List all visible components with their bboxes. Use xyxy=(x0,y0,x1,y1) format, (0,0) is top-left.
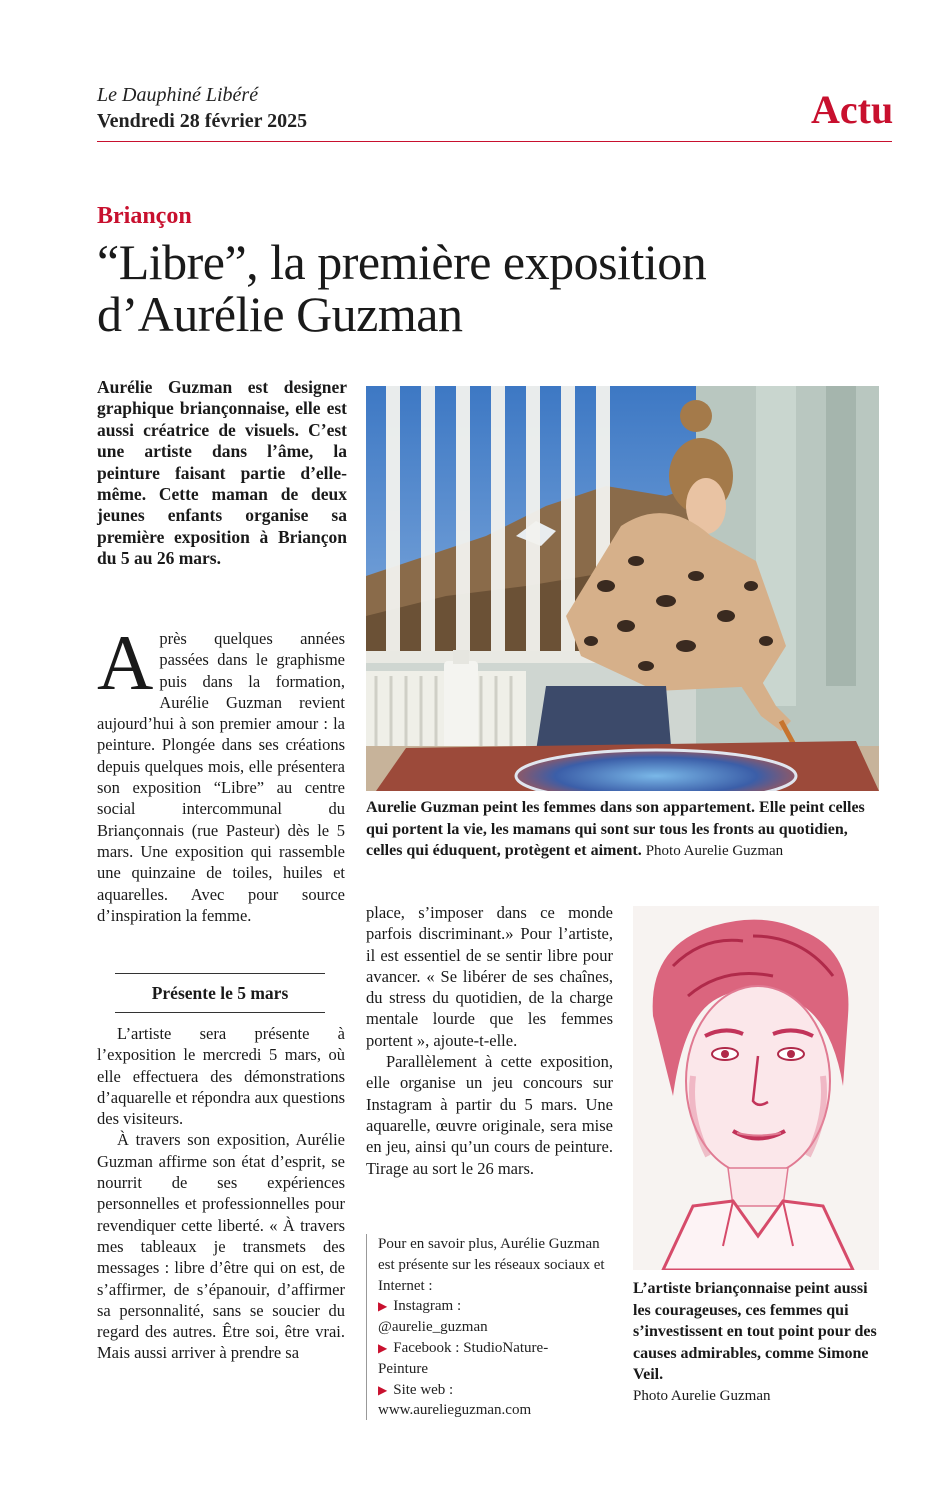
info-item xyxy=(378,1338,606,1359)
photo-artist-painting-image xyxy=(366,386,879,791)
bullet-triangle-icon: ▶ xyxy=(378,1299,388,1314)
masthead-divider xyxy=(97,141,892,142)
article-column-2 xyxy=(366,902,613,1179)
article-lead: Aurélie Guzman est designer graphique briançonnaise, elle est aussi créatrice de visuels. C’est une artiste dans l’âme, la peinture faisant partie d’elle-même. Cette maman de deux jeunes enfants organise sa première exposition à Briançon du 5 au 26 mars. xyxy=(97,377,347,569)
bullet-triangle-icon: ▶ xyxy=(378,1382,388,1397)
paragraph-2-end: place, s’imposer dans ce monde parfois discriminant.» Pour l’artiste, il est essentiel de se sentir libre pour avancer. « Se libérer de ses chaînes, du stress du quotidien, de la charge mentale lourde que les femmes portent », ajoute-t-elle. xyxy=(366,903,613,1050)
kicker-location: Briançon xyxy=(97,203,192,229)
paragraph-3: Parallèlement à cette exposition, elle organise un jeu concours sur Instagram à partir du 5 mars. Une aquarelle, œuvre originale, sera mise en jeu, ainsi qu’un cours de peinture. Tirage au sort le 26 mars. xyxy=(366,1052,613,1178)
bullet-triangle-icon: ▶ xyxy=(378,1340,388,1355)
info-divider xyxy=(366,1234,367,1420)
publication-date: Vendredi 28 février 2025 xyxy=(97,110,308,132)
photo-portrait-painting-image xyxy=(633,906,879,1270)
info-item-label: Facebook : StudioNature- xyxy=(393,1339,549,1356)
article-column-1 xyxy=(97,1023,345,1364)
paragraph-1: L’artiste sera présente à l’exposition le mercredi 5 mars, où elle effectuera des démonstrations d’aquarelle et répondra aux questions des visiteurs. xyxy=(97,1024,345,1129)
photo-caption-2 xyxy=(633,1278,883,1407)
drop-cap: A xyxy=(97,619,154,706)
article-intro xyxy=(97,619,345,926)
caption-text: Aurelie Guzman peint les femmes dans son appartement. Elle peint celles qui portent la vie, les mamans qui sont sur tous les fronts au quotidien, celles qui éduquent, protègent et aiment. xyxy=(366,799,865,859)
intro-text: près quelques années passées dans le graphisme puis dans la formation, Aurélie Guzman revient aujourd’hui à son premier amour : la peinture. Plongée dans ses créations depuis quelques mois, elle présentera son exposition “Libre” au centre social intercommunal du Briançonnais (rue Pasteur) dès le 5 mars. Une exposition qui rassemble une quinzaine de toiles, huiles et aquarelles. Avec pour source d’inspiration la femme. xyxy=(97,629,345,925)
info-item xyxy=(378,1296,606,1317)
paragraph-2-start: À travers son exposition, Aurélie Guzman affirme son état d’esprit, se nourrit de ses expériences personnelles et professionnelles pour revendiquer cette liberté. « À travers mes tableaux je transmets des messages : libre d’être qui on est, de s’affirmer, de s’épanouir, d’affirmer sa personnalité, sans se soucier du regard des autres. Être soi, être vrai. Mais aussi arriver à prendre sa xyxy=(97,1130,345,1363)
photo-artist-painting xyxy=(366,386,879,791)
info-box xyxy=(378,1234,606,1421)
section-label: Actu xyxy=(811,87,894,132)
caption-text: L’artiste briançonnaise peint aussi les courageuses, ces femmes qui s’investissent en tout point pour des causes admirables, comme Simone Veil. xyxy=(633,1280,877,1383)
info-intro: Pour en savoir plus, Aurélie Guzman est présente sur les réseaux sociaux et Internet : xyxy=(378,1236,605,1294)
subheading: Présente le 5 mars xyxy=(115,973,325,1013)
photo-credit: Photo Aurelie Guzman xyxy=(633,1387,771,1404)
info-item-label: Instagram : xyxy=(393,1298,462,1315)
info-item-label: Site web : xyxy=(393,1381,454,1398)
info-item-value[interactable]: Peinture xyxy=(378,1360,428,1377)
photo-portrait-painting xyxy=(633,906,879,1270)
info-item xyxy=(378,1380,606,1401)
photo-credit: Photo Aurelie Guzman xyxy=(645,843,784,859)
headline: “Libre”, la première exposition d’Aurélie Guzman xyxy=(97,234,707,342)
info-item-value[interactable]: www.aurelieguzman.com xyxy=(378,1402,532,1419)
publication-name: Le Dauphiné Libéré xyxy=(97,84,259,106)
info-item-value[interactable]: @aurelie_guzman xyxy=(378,1319,488,1336)
photo-caption-1 xyxy=(366,797,881,863)
